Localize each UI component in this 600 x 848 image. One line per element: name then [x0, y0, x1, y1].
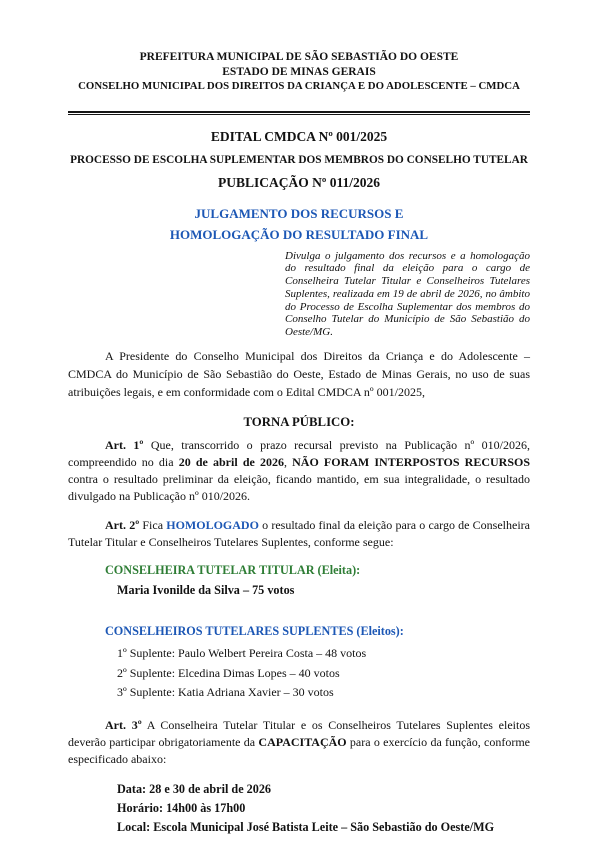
edital-title: EDITAL CMDCA Nº 001/2025	[210, 128, 388, 144]
article-1-text-1: Que, transcorrido o prazo recursal previsto na Publicação nº 010/2026, compreendido no dia	[68, 438, 531, 470]
article-1	[68, 437, 530, 505]
training-location: Local: Escola Municipal José Batista Leite – São Sebastião do Oeste/MG	[117, 819, 495, 834]
training-details	[68, 780, 530, 837]
titular-heading: CONSELHEIRA TUTELAR TITULAR (Eleita):	[105, 563, 361, 578]
training-date: Data: 28 e 30 de abril de 2026	[117, 781, 272, 796]
suplentes-heading: CONSELHEIROS TUTELARES SUPLENTES (Eleitos):	[105, 624, 404, 639]
suplente-item: 1º Suplente: Paulo Welbert Pereira Costa – 48 votos	[117, 646, 367, 661]
article-3-text-1: A Conselheira Tutelar Titular e os Conselheiros Tutelares Suplentes eleitos deverão participar obrigatoriamente da	[68, 717, 530, 749]
article-1-bold-no-appeals: NÃO FORAM INTERPOSTOS RECURSOS	[292, 455, 531, 470]
intro-paragraph: A Presidente do Conselho Municipal dos Direitos da Criança e do Adolescente – CMDCA do Município de São Sebastião do Oeste, Estado de Minas Gerais, no uso de suas atribuições legais, e em conformidade com o Edital CMDCA nº 001/2025,	[68, 349, 530, 400]
publicacao-number: PUBLICAÇÃO Nº 011/2026	[218, 174, 380, 190]
letterhead	[68, 50, 530, 94]
article-1-text-2: ,	[283, 455, 293, 470]
training-time: Horário: 14h00 às 17h00	[117, 800, 246, 815]
article-2-text-1: Fica	[139, 518, 167, 533]
letterhead-municipality: PREFEITURA MUNICIPAL DE SÃO SEBASTIÃO DO OESTE	[139, 51, 459, 63]
subject-heading	[68, 203, 530, 245]
subject-line-2: HOMOLOGAÇÃO DO RESULTADO FINAL	[169, 226, 429, 242]
processo-subtitle: PROCESSO DE ESCOLHA SUPLEMENTAR DOS MEMBROS DO CONSELHO TUTELAR	[70, 153, 528, 166]
article-1-label: Art. 1º	[105, 438, 144, 453]
document-content	[0, 50, 600, 837]
article-3	[68, 717, 530, 768]
subject-line-1: JULGAMENTO DOS RECURSOS E	[194, 205, 404, 221]
article-3-capacitacao: CAPACITAÇÃO	[258, 734, 347, 749]
torna-publico-heading: TORNA PÚBLICO:	[243, 415, 355, 430]
article-2-label: Art. 2º	[105, 518, 140, 533]
article-2-text-2: o resultado final da eleição para o cargo de Conselheira Tutelar Titular e Conselheiros Tutelares Suplentes, conforme segue:	[68, 518, 530, 550]
article-3-text-2: para o exercício da função, conforme especificado abaixo:	[68, 734, 530, 766]
suplente-item: 2º Suplente: Elcedina Dimas Lopes – 40 votos	[117, 665, 340, 680]
letterhead-council: CONSELHO MUNICIPAL DOS DIREITOS DA CRIANÇA E DO ADOLESCENTE – CMDCA	[78, 80, 520, 92]
article-1-text-3: contra o resultado preliminar da eleição, ficando mantido, em sua integralidade, o resultado divulgado na Publicação nº 010/2026.	[68, 472, 530, 504]
article-1-bold-date: 20 de abril de 2026	[178, 455, 284, 470]
titular-result: Maria Ivonilde da Silva – 75 votos	[117, 583, 295, 598]
article-2	[68, 517, 530, 551]
article-2-homologado: HOMOLOGADO	[166, 518, 259, 533]
summary-epigraph: Divulga o julgamento dos recursos e a homologação do resultado final da eleição para o cargo de Conselheira Tutelar Titular e Conselheiros Tutelares Suplentes, realizada em 19 de abril de 2026, no âmbito do Processo de Escolha Suplementar dos membros do Conselho Tutelar do Município de São Sebastião do Oeste/MG.	[285, 249, 530, 339]
suplentes-list	[68, 644, 530, 703]
letterhead-state: ESTADO DE MINAS GERAIS	[222, 65, 376, 78]
header-divider	[68, 111, 530, 115]
article-3-label: Art. 3º	[105, 717, 142, 732]
suplente-item: 3º Suplente: Katia Adriana Xavier – 30 votos	[117, 685, 334, 700]
